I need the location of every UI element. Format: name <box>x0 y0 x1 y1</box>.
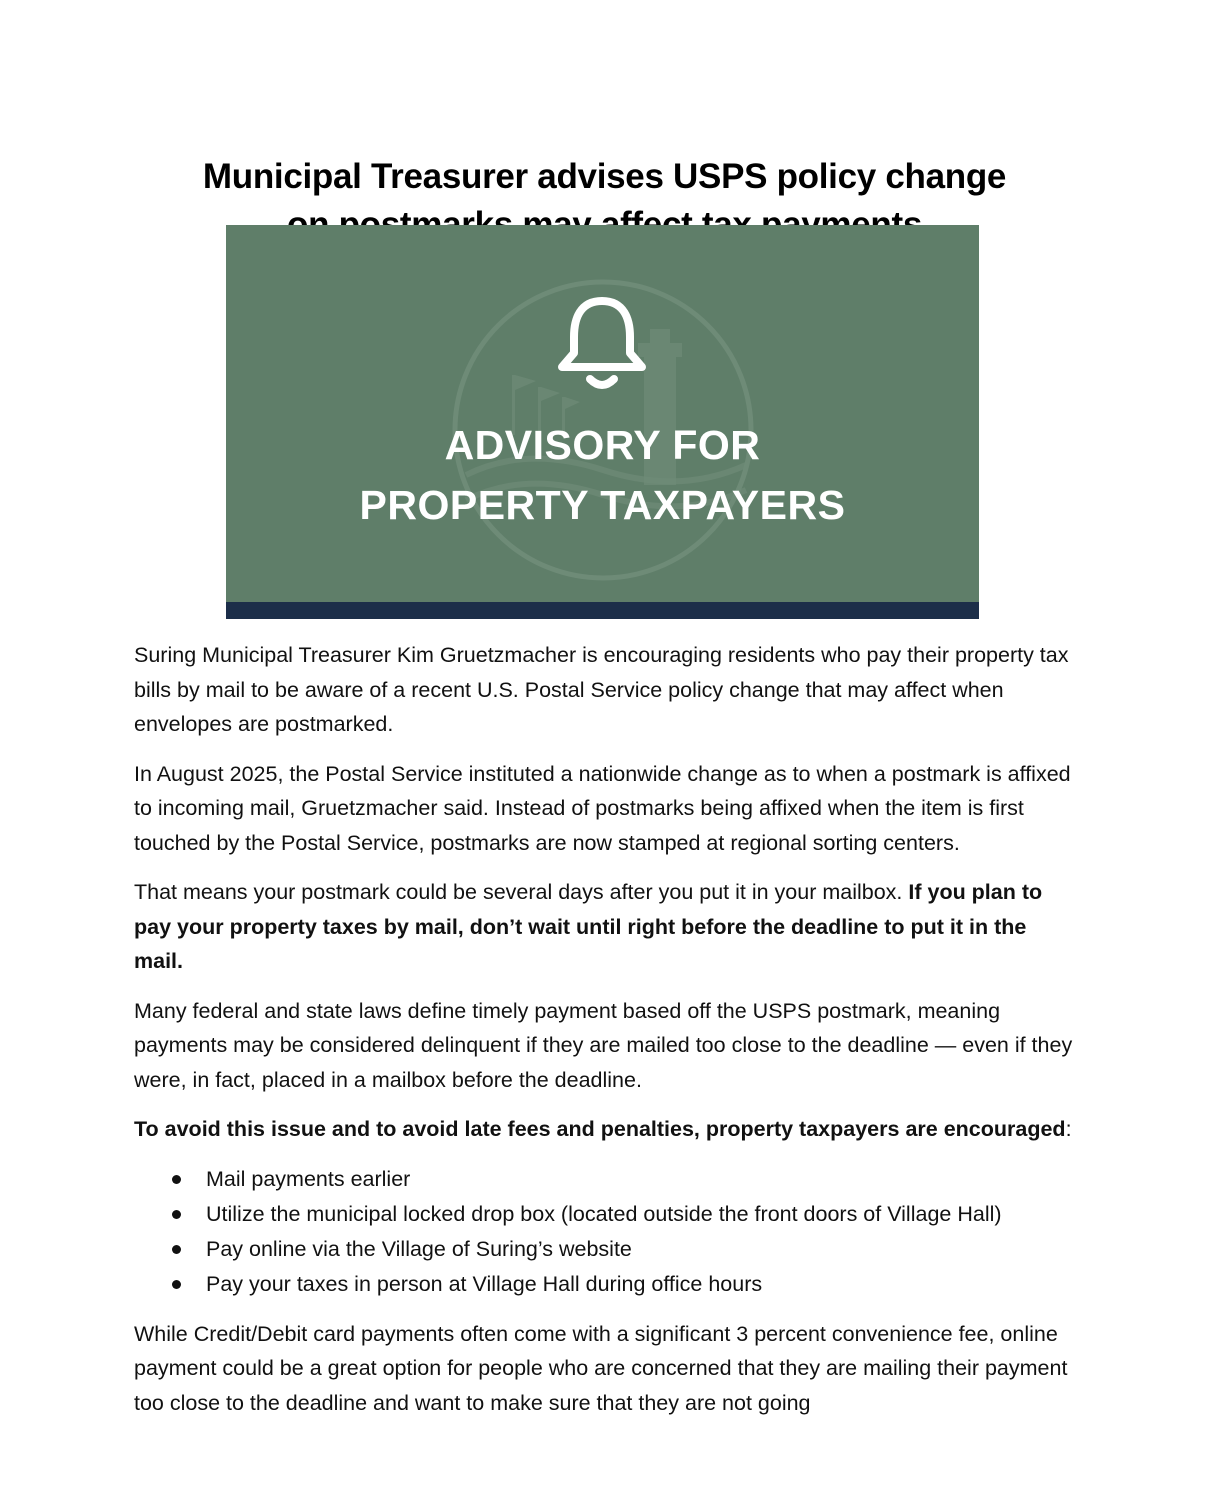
list-item <box>134 1267 1074 1302</box>
article-body <box>134 638 1074 1435</box>
article-title-line-1: Municipal Treasurer advises USPS policy change <box>202 157 1007 197</box>
list-item-text: Pay online via the Village of Suring’s website <box>206 1236 632 1261</box>
recommendations-intro-bold: To avoid this issue and to avoid late fees and penalties, property taxpayers are encouraged <box>134 1117 1066 1141</box>
paragraph-2: In August 2025, the Postal Service instituted a nationwide change as to when a postmark is affixed to incoming mail, Gruetzmacher said. Instead of postmarks being affixed when the item is first touched by the Postal Service, postmarks are now stamped at regional sorting centers. <box>134 761 1071 855</box>
paragraph-1: Suring Municipal Treasurer Kim Gruetzmacher is encouraging residents who pay their property tax bills by mail to be aware of a recent U.S. Postal Service policy change that may affect when envelopes are postmarked. <box>134 643 1069 736</box>
banner-bottom-bar <box>226 602 979 619</box>
recommendations-list <box>134 1162 1074 1302</box>
bullet-icon <box>172 1245 181 1254</box>
bullet-icon <box>172 1210 181 1219</box>
list-item <box>134 1162 1074 1197</box>
bullet-icon <box>172 1280 181 1289</box>
bullet-icon <box>172 1175 181 1184</box>
recommendations-intro <box>134 1112 1074 1147</box>
closing-paragraph: While Credit/Debit card payments often come with a significant 3 percent convenience fee, online payment could be a great option for people who are concerned that they are mailing their payment too close to the deadline and want to make sure that they are not going <box>134 1321 1068 1415</box>
paragraph-3-bold-advice: If you plan to pay your property taxes by mail, don’t wait until right before the deadline to put it in the mail. <box>134 880 1043 973</box>
list-item-text: Pay your taxes in person at Village Hall during office hours <box>206 1271 763 1296</box>
paragraph-3 <box>134 875 1074 979</box>
list-item-text: Utilize the municipal locked drop box (located outside the front doors of Village Hall) <box>206 1201 1002 1226</box>
list-item <box>134 1197 1074 1232</box>
advisory-banner <box>226 225 979 619</box>
banner-heading-line-2: PROPERTY TAXPAYERS <box>359 482 846 528</box>
list-item-text: Mail payments earlier <box>206 1166 411 1191</box>
recommendations-intro-colon: : <box>1065 1117 1072 1141</box>
paragraph-3-text: That means your postmark could be several days after you put it in your mailbox. <box>134 880 909 904</box>
paragraph-4: Many federal and state laws define timely payment based off the USPS postmark, meaning payments may be considered delinquent if they are mailed too close to the deadline — even if they were, in fact, placed in a mailbox before the deadline. <box>134 998 1073 1092</box>
bell-icon <box>556 295 648 391</box>
banner-heading-line-1: ADVISORY FOR <box>444 422 761 468</box>
list-item <box>134 1232 1074 1267</box>
